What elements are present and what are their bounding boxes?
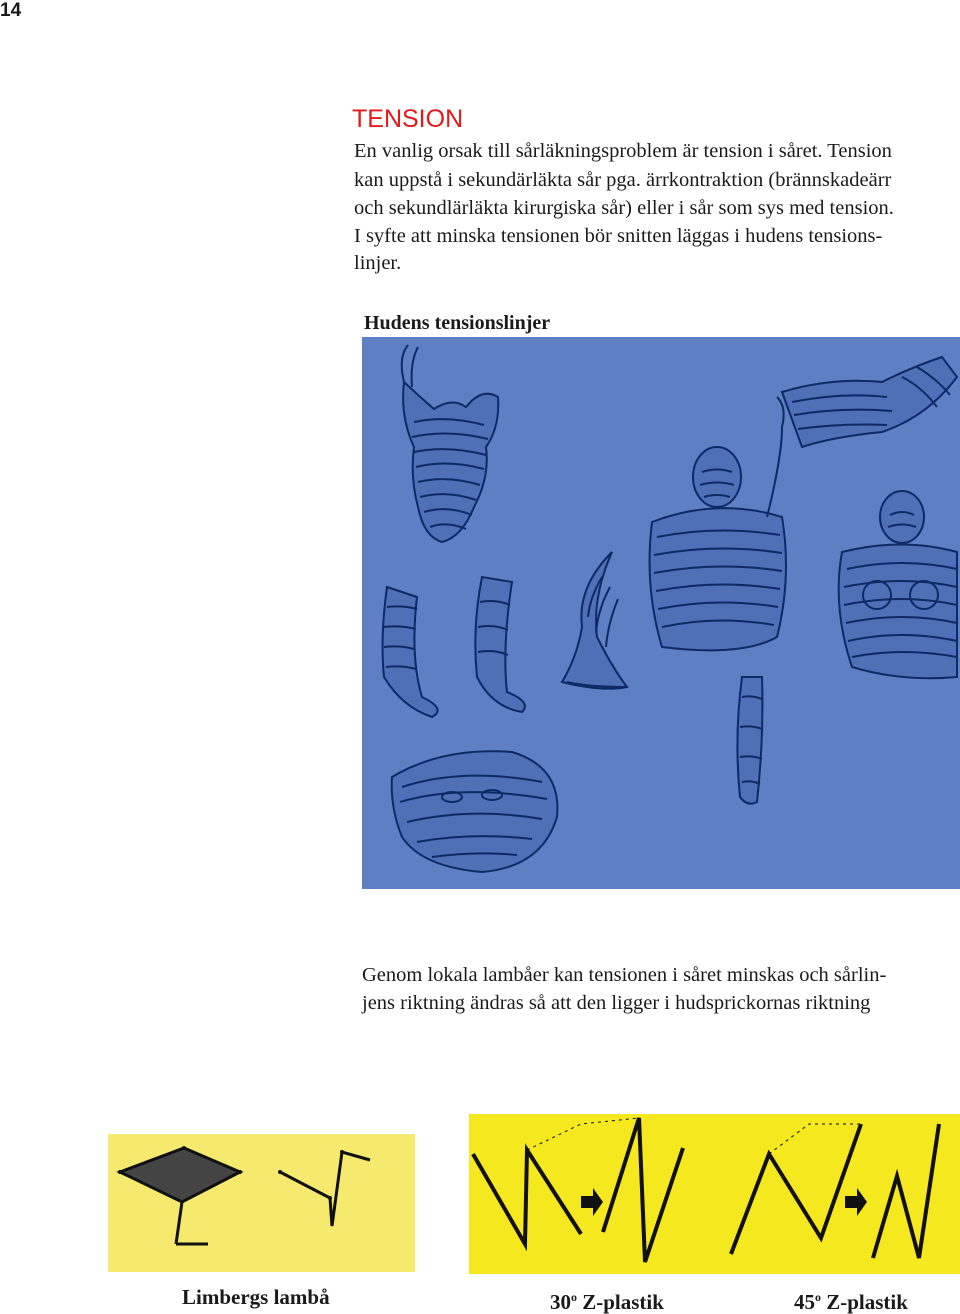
limberg-label: Limbergs lambå	[182, 1285, 330, 1309]
body-text-line: En vanlig orsak till sårläkningsproblem är tension i såret. Tension	[354, 140, 892, 162]
page-number: 14	[0, 0, 22, 21]
face-sketch	[392, 751, 558, 872]
body-text-line: och sekundlärläkta kirurgiska sår) eller i sår som sys med tension.	[354, 197, 894, 219]
arrow-right-icon	[845, 1188, 867, 1216]
limberg-flap-diagram	[108, 1134, 415, 1272]
z-plasty-30-label	[550, 1285, 664, 1314]
tension-lines-figure	[362, 337, 960, 889]
degree-symbol: o	[815, 1290, 821, 1304]
body-text-line: I syfte att minska tensionen bör snitten läggas i hudens tensions-	[354, 225, 883, 247]
z-plasty-30-after	[603, 1118, 683, 1262]
limberg-flap-drawing	[108, 1134, 415, 1272]
figure-caption: Hudens tensionslinjer	[364, 312, 551, 334]
section-heading: TENSION	[352, 105, 464, 133]
body-text-line: kan uppstå i sekundärläkta sår pga. ärrkontraktion (brännskadeärr	[354, 169, 892, 191]
degree-value: 30	[550, 1290, 571, 1314]
forearm-hand-sketch	[562, 552, 627, 689]
z-plasty-45-after	[873, 1124, 939, 1258]
z-plasty-45-before	[731, 1124, 861, 1254]
z-plasty-name: Z-plastik	[826, 1290, 908, 1314]
flap-incision	[176, 1202, 182, 1244]
degree-value: 45	[794, 1290, 815, 1314]
standing-leg-sketch	[737, 677, 762, 804]
male-torso-sketch	[650, 397, 786, 650]
degree-symbol: o	[571, 1290, 577, 1304]
rhomboid-defect	[120, 1148, 240, 1202]
torso-sketch-raised-arm	[402, 345, 499, 542]
tension-lines-illustration	[362, 337, 960, 889]
flaps-text-line: Genom lokala lambåer kan tensionen i såret minskas och sårlin-	[362, 964, 887, 986]
z-plasty-30-before	[473, 1150, 581, 1244]
z-plasty-name: Z-plastik	[582, 1290, 664, 1314]
arm-sketch	[782, 357, 957, 447]
z-plasty-diagrams	[469, 1114, 960, 1274]
z-plasty-drawing	[469, 1114, 960, 1274]
z-plasty-45-label	[794, 1285, 908, 1314]
female-torso-sketch	[839, 491, 957, 678]
arrow-right-icon	[581, 1188, 603, 1216]
flap-outline-closed	[280, 1152, 370, 1226]
leg-sketch	[383, 577, 525, 717]
body-text-line: linjer.	[354, 252, 402, 274]
flaps-text-line: jens riktning ändras så att den ligger i hudsprickornas riktning	[362, 992, 871, 1014]
